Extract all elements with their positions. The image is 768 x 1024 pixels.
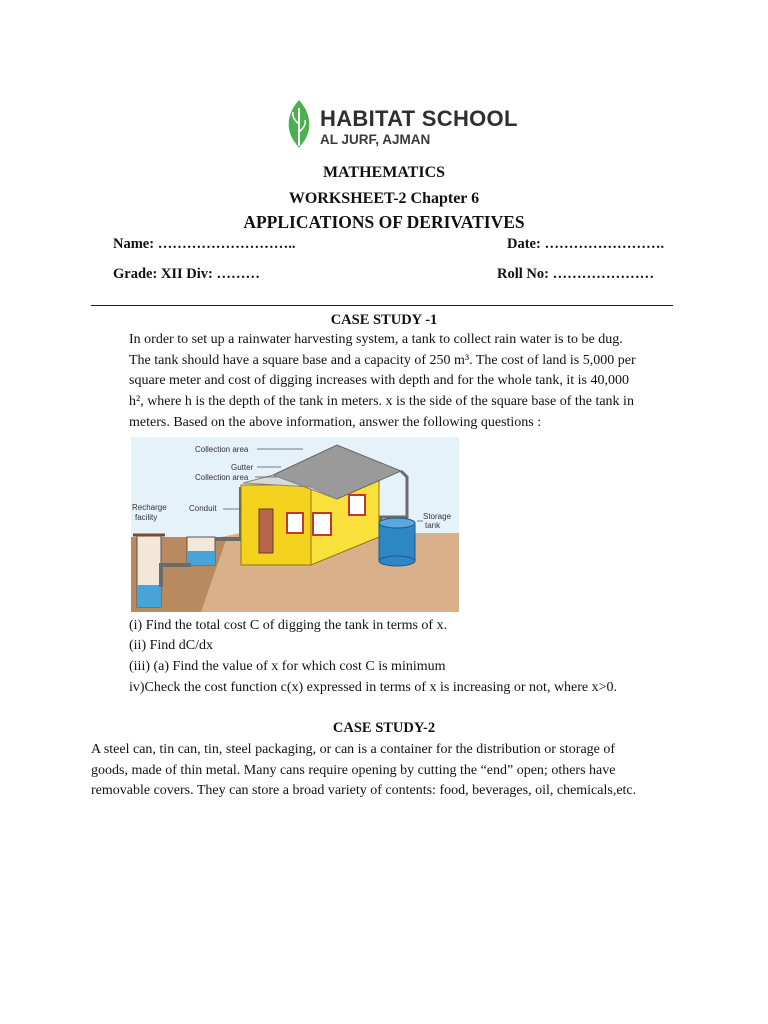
worksheet-heading: WORKSHEET-2 Chapter 6	[288, 190, 480, 207]
grade-field: Grade: XII Div: ………	[113, 266, 261, 282]
text-line: A steel can, tin can, tin, steel packaging, or can is a container for the distribution or storage of	[91, 742, 616, 757]
chapter-heading: APPLICATIONS OF DERIVATIVES	[243, 212, 525, 232]
label-tank: tank	[425, 521, 441, 530]
text-line: The tank should have a square base and a capacity of 250 m³. The cost of land is 5,000 per	[129, 352, 636, 368]
text-line: square meter and cost of digging increases with depth and for the whole tank, it is 40,000	[129, 373, 629, 389]
question-3: (iii) (a) Find the value of x for which cost C is minimum	[129, 659, 446, 674]
label-recharge: Recharge	[132, 503, 167, 512]
school-logo	[284, 96, 518, 156]
name-field: Name: ………………………..	[113, 236, 296, 252]
school-name: HABITAT SCHOOL	[320, 106, 518, 131]
rainwater-harvesting-illustration	[131, 437, 459, 612]
leaf-icon	[284, 98, 314, 150]
roll-field: Roll No: …………………	[497, 266, 655, 282]
text-line: removable covers. They can store a broad variety of contents: food, beverages, oil, chemicals,etc.	[91, 783, 637, 799]
subject-heading: MATHEMATICS	[322, 164, 446, 181]
case-study-2-title: CASE STUDY-2	[332, 720, 436, 736]
text-line: goods, made of thin metal. Many cans require opening by cutting the “end” open; others have	[91, 762, 616, 778]
school-location: AL JURF, AJMAN	[320, 132, 431, 147]
label-collection-area: Collection area	[195, 445, 249, 454]
text-line: In order to set up a rainwater harvesting system, a tank to collect rain water is to be dug.	[129, 332, 623, 347]
divider	[91, 305, 673, 306]
case-study-1-text	[129, 330, 675, 434]
label-conduit: Conduit	[189, 504, 217, 513]
question-1: (i) Find the total cost C of digging the tank in terms of x.	[129, 618, 448, 633]
text-line: h², where h is the depth of the tank in meters. x is the side of the square base of the tank in	[129, 394, 634, 410]
label-storage: Storage	[423, 512, 452, 521]
text-line: meters. Based on the above information, answer the following questions :	[129, 414, 542, 430]
date-field: Date: …………………….	[507, 236, 665, 252]
case-study-1-title: CASE STUDY -1	[330, 312, 438, 328]
label-gutter: Gutter	[231, 463, 254, 472]
label-collection-area-2: Collection area	[195, 473, 249, 482]
label-facility: facility	[135, 513, 158, 522]
question-2: (ii) Find dC/dx	[129, 638, 214, 653]
question-4: iv)Check the cost function c(x) expressed in terms of x is increasing or not, where x>0.	[129, 680, 618, 695]
case-study-2-text	[91, 740, 681, 802]
